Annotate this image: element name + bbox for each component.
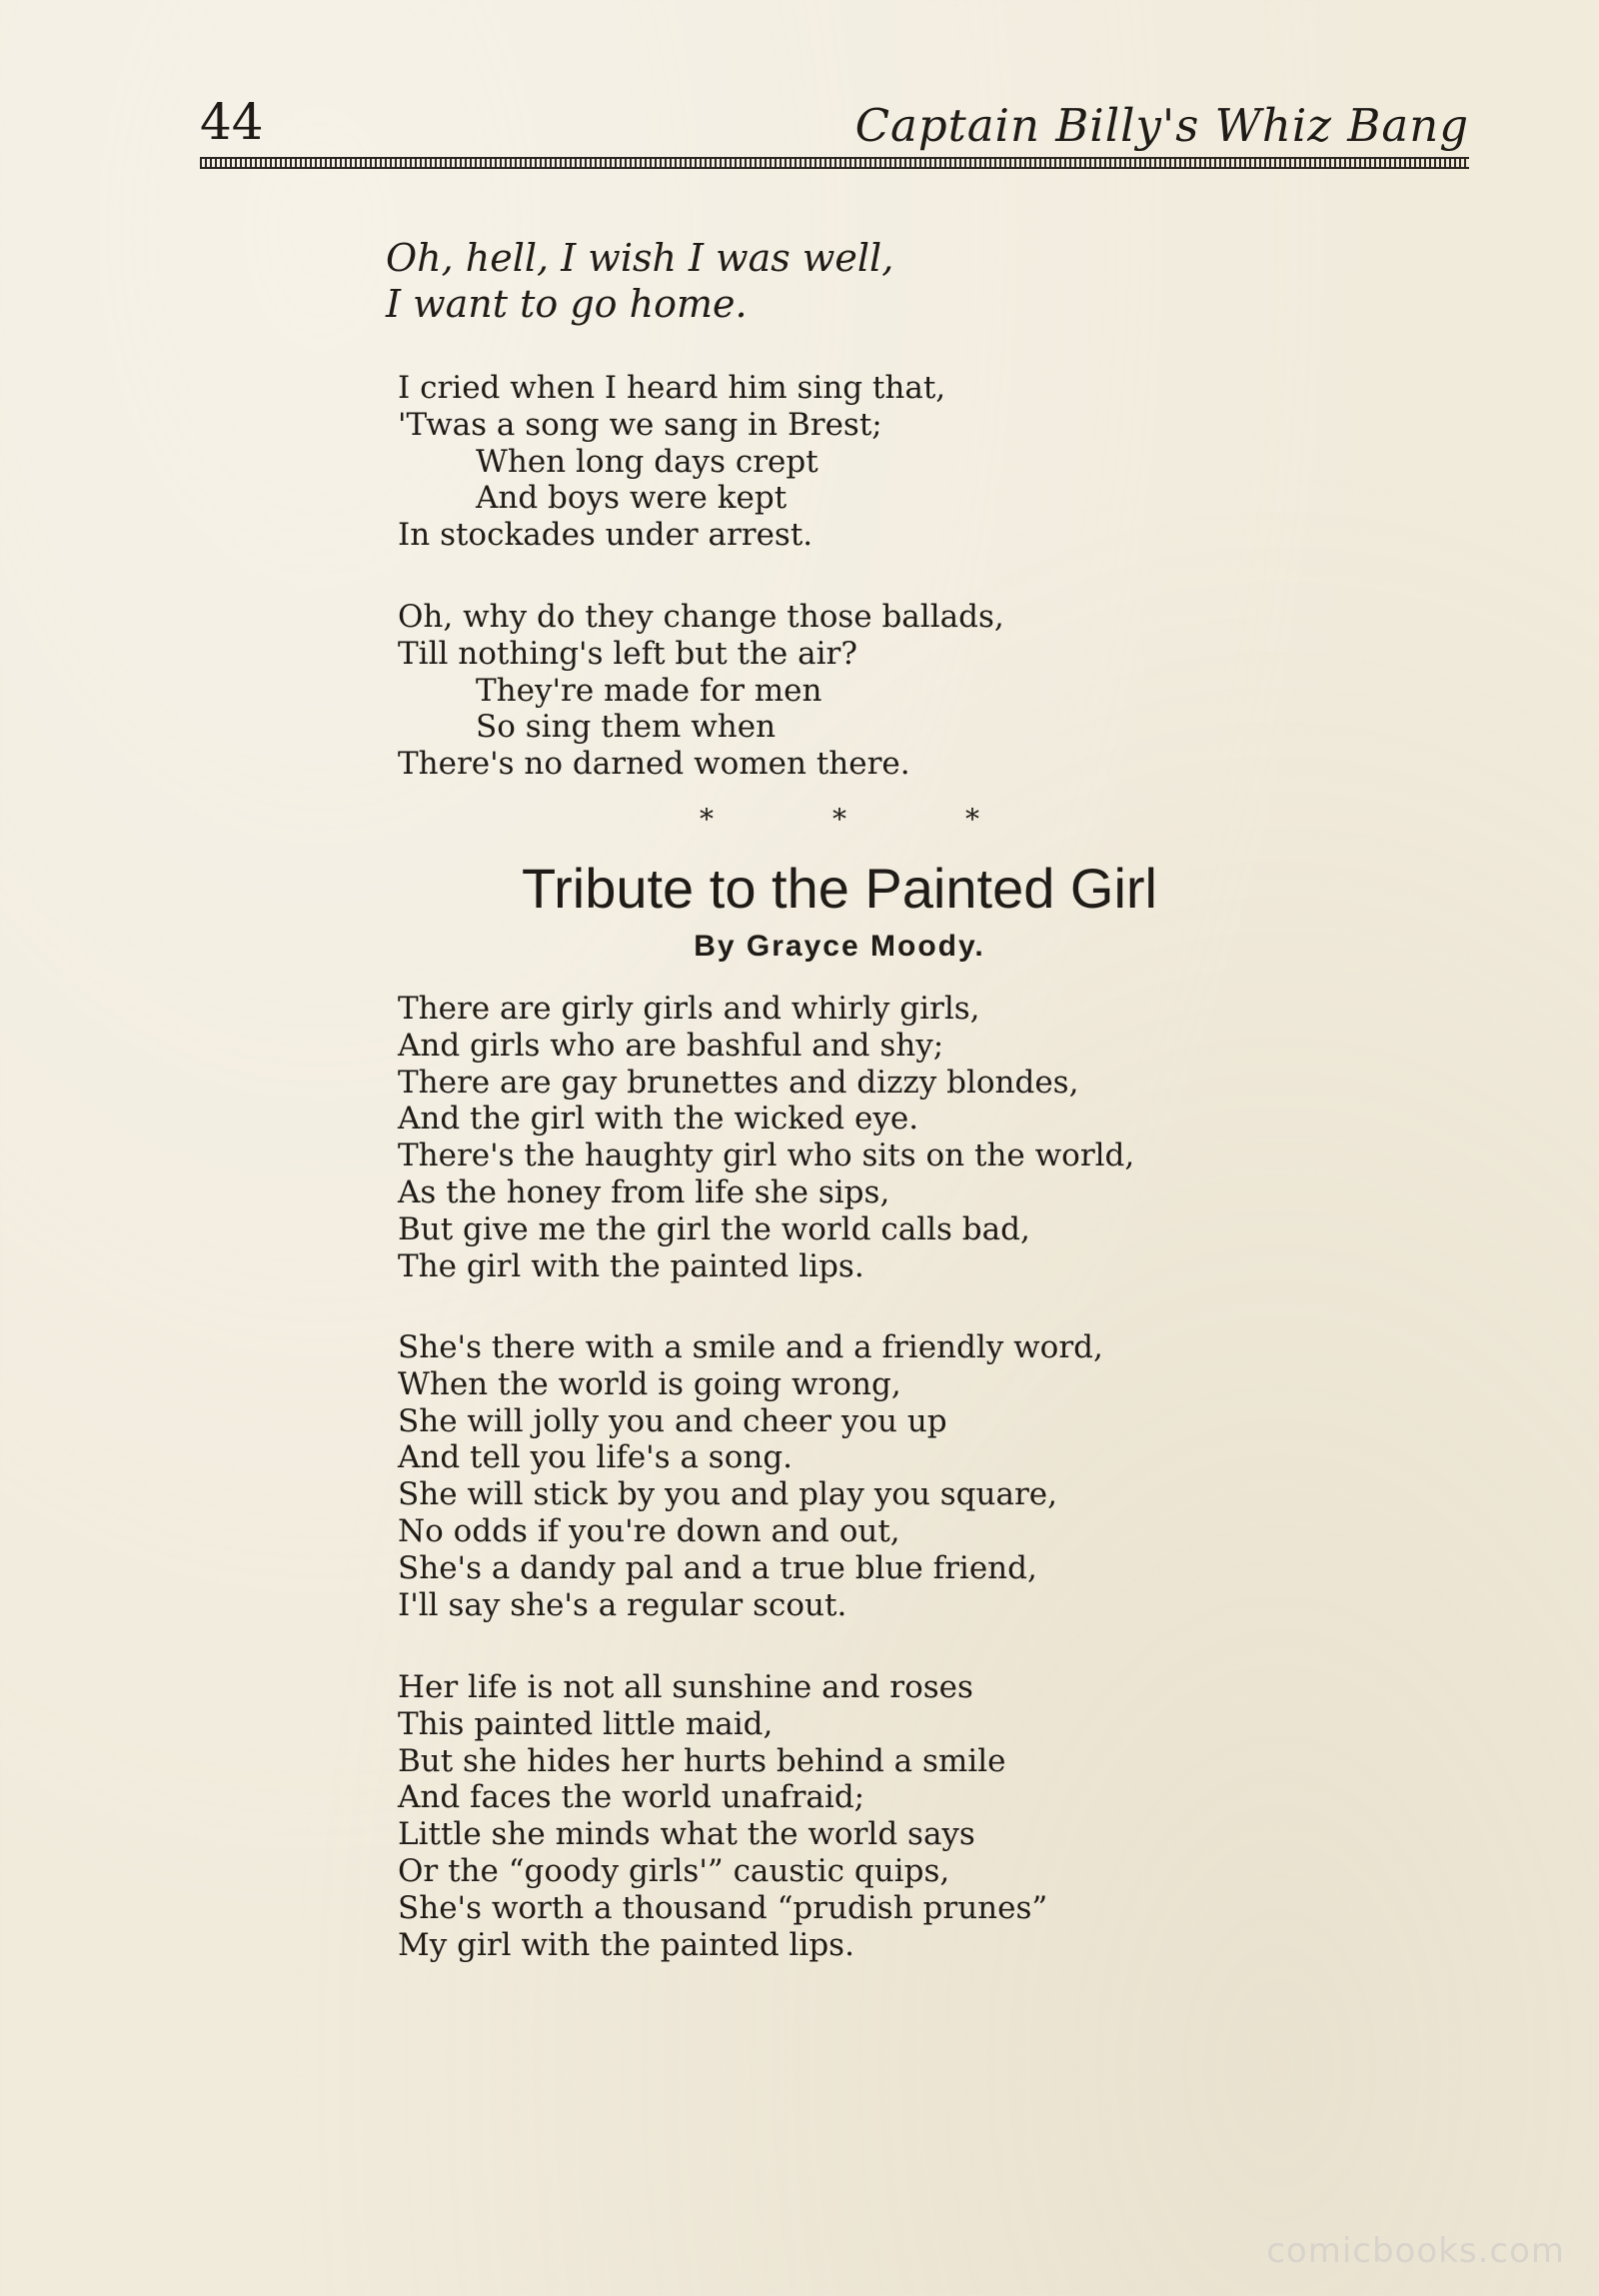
stanza <box>398 599 1004 783</box>
stanza <box>398 1329 1103 1623</box>
poem-line: My girl with the painted lips. <box>398 1926 854 1963</box>
poem-line: When long days crept <box>476 443 818 480</box>
poem-line: And tell you life's a song. <box>398 1439 794 1476</box>
poem-line: And the girl with the wicked eye. <box>398 1101 919 1138</box>
poem-line: She's there with a smile and a friendly word, <box>398 1329 1103 1365</box>
poem-line: And girls who are bashful and shy; <box>398 1027 944 1064</box>
poem-line: She's worth a thousand “prudish prunes” <box>398 1889 1048 1926</box>
poem-line: She will jolly you and cheer you up <box>398 1402 947 1439</box>
separator-star: * <box>832 803 846 836</box>
poem-line: Oh, hell, I wish I was well, <box>386 236 894 280</box>
watermark: comicbooks.com <box>1266 2231 1565 2271</box>
poem-line: 'Twas a song we sang in Brest; <box>398 406 882 443</box>
poem-line: Till nothing's left but the air? <box>398 635 857 672</box>
poem-line: Her life is not all sunshine and roses <box>398 1669 973 1705</box>
poem-title: Tribute to the Painted Girl <box>521 857 1157 920</box>
poem-line: And boys were kept <box>476 480 788 517</box>
poem-line: But she hides her hurts behind a smile <box>398 1742 1006 1779</box>
poem-line: Little she minds what the world says <box>398 1816 975 1853</box>
poem-line: And faces the world unafraid; <box>398 1779 865 1816</box>
poem-line: They're made for men <box>476 672 822 709</box>
poem-line: But give me the girl the world calls bad, <box>398 1210 1030 1247</box>
poem-line: There's the haughty girl who sits on the world, <box>398 1138 1135 1174</box>
poem-line: I want to go home. <box>386 282 748 326</box>
italic-stanza <box>386 235 893 327</box>
poem-line: I cried when I heard him sing that, <box>398 370 946 406</box>
poem-line: This painted little maid, <box>398 1705 774 1742</box>
stanza <box>398 991 1134 1284</box>
poem-line: She will stick by you and play you square, <box>398 1476 1057 1513</box>
page-number: 44 <box>200 93 264 151</box>
poem-line: As the honey from life she sips, <box>398 1173 890 1210</box>
separator-star: * <box>965 803 979 836</box>
poem-line: Oh, why do they change those ballads, <box>398 599 1004 635</box>
stanza <box>398 370 945 554</box>
header-rule <box>200 157 1469 169</box>
poem-byline: By Grayce Moody. <box>694 930 985 963</box>
poem-line: No odds if you're down and out, <box>398 1512 900 1549</box>
poem-line: In stockades under arrest. <box>398 517 813 554</box>
poem-line: I'll say she's a regular scout. <box>398 1586 847 1623</box>
poem-line: There are girly girls and whirly girls, <box>398 991 980 1027</box>
poem-line: There are gay brunettes and dizzy blondes, <box>398 1064 1079 1101</box>
separator-star: * <box>700 803 714 836</box>
poem-line: Or the “goody girls'” caustic quips, <box>398 1852 950 1889</box>
stanza <box>398 1669 1047 1963</box>
poem-line: She's a dandy pal and a true blue friend, <box>398 1549 1037 1586</box>
section-separator <box>700 803 979 836</box>
poem-line: So sing them when <box>476 709 777 746</box>
running-title: Captain Billy's Whiz Bang <box>854 99 1469 152</box>
poem-line: When the world is going wrong, <box>398 1365 901 1402</box>
poem-line: The girl with the painted lips. <box>398 1247 864 1284</box>
poem-line: There's no darned women there. <box>398 746 910 783</box>
